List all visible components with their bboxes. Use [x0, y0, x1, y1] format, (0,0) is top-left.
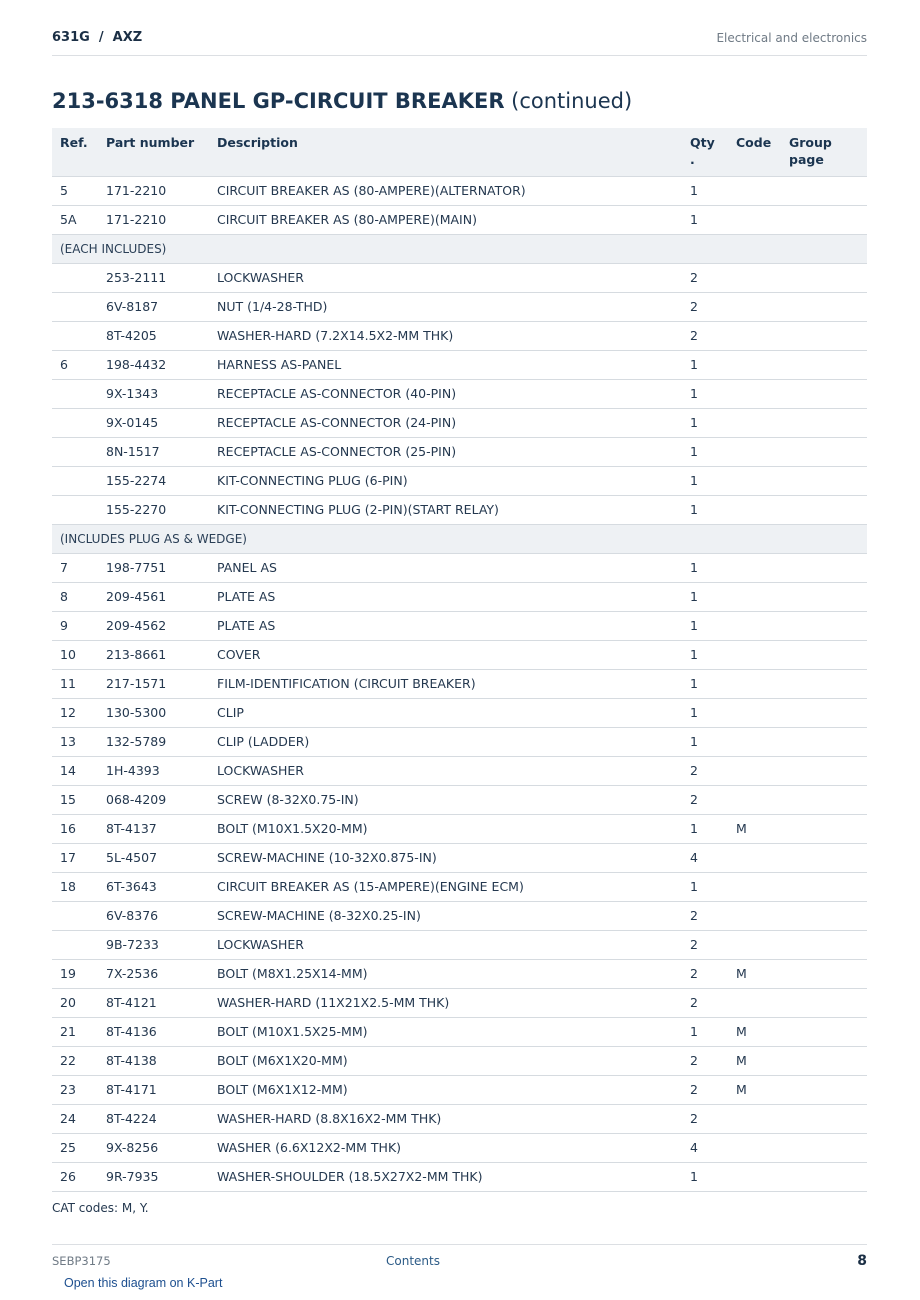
description-cell: RECEPTACLE AS-CONNECTOR (40-PIN) — [209, 379, 682, 408]
qty-cell: 4 — [682, 1133, 728, 1162]
qty-cell: 2 — [682, 1046, 728, 1075]
code-cell — [728, 669, 781, 698]
group-page-cell — [781, 727, 867, 756]
qty-cell: 2 — [682, 321, 728, 350]
description-cell: FILM-IDENTIFICATION (CIRCUIT BREAKER) — [209, 669, 682, 698]
qty-cell: 1 — [682, 553, 728, 582]
ref-cell: 22 — [52, 1046, 98, 1075]
group-page-cell — [781, 205, 867, 234]
page-header — [52, 28, 867, 56]
qty-cell: 1 — [682, 669, 728, 698]
part-number-cell: 217-1571 — [98, 669, 209, 698]
group-page-cell — [781, 466, 867, 495]
group-page-cell — [781, 843, 867, 872]
code-cell — [728, 408, 781, 437]
open-kpart-link[interactable]: Open this diagram on K-Part — [64, 1276, 223, 1290]
table-row — [52, 756, 867, 785]
group-page-cell — [781, 321, 867, 350]
section-label: Electrical and electronics — [716, 31, 867, 45]
code-cell — [728, 553, 781, 582]
ref-cell: 19 — [52, 959, 98, 988]
ref-cell: 26 — [52, 1162, 98, 1191]
ref-cell: 5A — [52, 205, 98, 234]
description-cell: SCREW-MACHINE (10-32X0.875-IN) — [209, 843, 682, 872]
table-row — [52, 901, 867, 930]
ref-cell: 13 — [52, 727, 98, 756]
ref-cell — [52, 495, 98, 524]
group-page-cell — [781, 756, 867, 785]
description-cell: WASHER (6.6X12X2-MM THK) — [209, 1133, 682, 1162]
group-page-cell — [781, 263, 867, 292]
part-number-cell: 8T-4121 — [98, 988, 209, 1017]
code-cell — [728, 1162, 781, 1191]
table-row — [52, 1017, 867, 1046]
model-label: 631G / AXZ — [52, 30, 143, 45]
part-number-cell: 8T-4224 — [98, 1104, 209, 1133]
group-page-cell — [781, 930, 867, 959]
code-cell — [728, 495, 781, 524]
description-cell: LOCKWASHER — [209, 263, 682, 292]
part-number-cell: 9X-0145 — [98, 408, 209, 437]
code-cell — [728, 205, 781, 234]
part-number-cell: 209-4562 — [98, 611, 209, 640]
description-cell: BOLT (M6X1X12-MM) — [209, 1075, 682, 1104]
table-row — [52, 669, 867, 698]
ref-cell: 14 — [52, 756, 98, 785]
ref-cell: 6 — [52, 350, 98, 379]
description-cell: WASHER-HARD (11X21X2.5-MM THK) — [209, 988, 682, 1017]
qty-cell: 1 — [682, 408, 728, 437]
ref-cell: 11 — [52, 669, 98, 698]
qty-cell: 1 — [682, 611, 728, 640]
group-page-cell — [781, 669, 867, 698]
description-cell: WASHER-HARD (8.8X16X2-MM THK) — [209, 1104, 682, 1133]
page-footer — [52, 1244, 867, 1274]
page-title — [52, 89, 632, 113]
group-page-cell — [781, 872, 867, 901]
ref-cell: 8 — [52, 582, 98, 611]
qty-cell: 2 — [682, 756, 728, 785]
code-cell: M — [728, 1017, 781, 1046]
code-cell — [728, 292, 781, 321]
code-cell — [728, 582, 781, 611]
qty-cell: 2 — [682, 263, 728, 292]
table-row — [52, 495, 867, 524]
table-note-row — [52, 234, 867, 263]
ref-cell: 25 — [52, 1133, 98, 1162]
code-cell: M — [728, 959, 781, 988]
description-cell: RECEPTACLE AS-CONNECTOR (25-PIN) — [209, 437, 682, 466]
group-page-cell — [781, 1017, 867, 1046]
description-cell: CIRCUIT BREAKER AS (15-AMPERE)(ENGINE ECM) — [209, 872, 682, 901]
table-row — [52, 466, 867, 495]
part-number-cell: 9R-7935 — [98, 1162, 209, 1191]
table-row — [52, 321, 867, 350]
ref-cell: 20 — [52, 988, 98, 1017]
group-page-cell — [781, 379, 867, 408]
group-page-cell — [781, 1075, 867, 1104]
contents-link[interactable]: Contents — [386, 1254, 440, 1268]
qty-cell: 1 — [682, 1017, 728, 1046]
col-header-description: Description — [209, 128, 682, 176]
description-cell: BOLT (M6X1X20-MM) — [209, 1046, 682, 1075]
code-cell — [728, 988, 781, 1017]
qty-cell: 1 — [682, 379, 728, 408]
table-row — [52, 930, 867, 959]
code-cell — [728, 785, 781, 814]
description-cell: WASHER-HARD (7.2X14.5X2-MM THK) — [209, 321, 682, 350]
table-row — [52, 1133, 867, 1162]
description-cell: PANEL AS — [209, 553, 682, 582]
part-number-cell: 155-2270 — [98, 495, 209, 524]
ref-cell: 10 — [52, 640, 98, 669]
group-page-cell — [781, 176, 867, 205]
qty-cell: 1 — [682, 495, 728, 524]
qty-cell: 1 — [682, 727, 728, 756]
table-row — [52, 437, 867, 466]
page-title-suffix: (continued) — [504, 89, 633, 113]
code-cell — [728, 466, 781, 495]
part-number-cell: 8T-4138 — [98, 1046, 209, 1075]
group-page-cell — [781, 1133, 867, 1162]
code-cell — [728, 263, 781, 292]
code-cell — [728, 843, 781, 872]
table-row — [52, 843, 867, 872]
code-cell — [728, 379, 781, 408]
qty-cell: 2 — [682, 292, 728, 321]
group-page-cell — [781, 785, 867, 814]
description-cell: LOCKWASHER — [209, 930, 682, 959]
note-text: (INCLUDES PLUG AS & WEDGE) — [52, 524, 867, 553]
table-row — [52, 263, 867, 292]
qty-cell: 1 — [682, 698, 728, 727]
group-page-cell — [781, 640, 867, 669]
code-cell — [728, 437, 781, 466]
qty-cell: 1 — [682, 640, 728, 669]
qty-cell: 2 — [682, 988, 728, 1017]
part-number-cell: 6V-8187 — [98, 292, 209, 321]
table-row — [52, 1075, 867, 1104]
code-cell: M — [728, 1075, 781, 1104]
ref-cell — [52, 901, 98, 930]
table-row — [52, 350, 867, 379]
description-cell: PLATE AS — [209, 582, 682, 611]
ref-cell — [52, 379, 98, 408]
qty-cell: 1 — [682, 350, 728, 379]
table-row — [52, 582, 867, 611]
code-cell — [728, 930, 781, 959]
code-cell — [728, 872, 781, 901]
code-cell — [728, 727, 781, 756]
part-number-cell: 171-2210 — [98, 176, 209, 205]
qty-cell: 1 — [682, 1162, 728, 1191]
table-row — [52, 727, 867, 756]
description-cell: CLIP — [209, 698, 682, 727]
ref-cell — [52, 930, 98, 959]
group-page-cell — [781, 292, 867, 321]
group-page-cell — [781, 1104, 867, 1133]
qty-cell: 1 — [682, 872, 728, 901]
description-cell: CIRCUIT BREAKER AS (80-AMPERE)(ALTERNATOR) — [209, 176, 682, 205]
description-cell: KIT-CONNECTING PLUG (2-PIN)(START RELAY) — [209, 495, 682, 524]
group-page-cell — [781, 553, 867, 582]
qty-cell: 1 — [682, 437, 728, 466]
group-page-cell — [781, 1046, 867, 1075]
ref-cell: 18 — [52, 872, 98, 901]
part-number-cell: 155-2274 — [98, 466, 209, 495]
part-number-cell: 209-4561 — [98, 582, 209, 611]
table-row — [52, 698, 867, 727]
qty-cell: 2 — [682, 959, 728, 988]
qty-cell: 2 — [682, 785, 728, 814]
table-row — [52, 988, 867, 1017]
table-row — [52, 640, 867, 669]
part-number-cell: 171-2210 — [98, 205, 209, 234]
qty-cell: 2 — [682, 930, 728, 959]
ref-cell: 15 — [52, 785, 98, 814]
table-row — [52, 408, 867, 437]
table-row — [52, 611, 867, 640]
part-number-cell: 9X-8256 — [98, 1133, 209, 1162]
description-cell: RECEPTACLE AS-CONNECTOR (24-PIN) — [209, 408, 682, 437]
parts-table — [52, 128, 867, 1192]
ref-cell: 9 — [52, 611, 98, 640]
qty-cell: 1 — [682, 466, 728, 495]
ref-cell — [52, 292, 98, 321]
qty-cell: 4 — [682, 843, 728, 872]
ref-cell: 24 — [52, 1104, 98, 1133]
part-number-cell: 8T-4137 — [98, 814, 209, 843]
code-cell — [728, 1104, 781, 1133]
description-cell: PLATE AS — [209, 611, 682, 640]
ref-cell: 23 — [52, 1075, 98, 1104]
code-cell — [728, 756, 781, 785]
part-number-cell: 6V-8376 — [98, 901, 209, 930]
code-cell — [728, 1133, 781, 1162]
qty-cell: 2 — [682, 1104, 728, 1133]
table-row — [52, 292, 867, 321]
group-page-cell — [781, 698, 867, 727]
group-page-cell — [781, 437, 867, 466]
qty-cell: 2 — [682, 901, 728, 930]
description-cell: LOCKWASHER — [209, 756, 682, 785]
qty-cell: 1 — [682, 582, 728, 611]
cat-codes-note: CAT codes: M, Y. — [52, 1201, 149, 1215]
description-cell: CLIP (LADDER) — [209, 727, 682, 756]
part-number-cell: 7X-2536 — [98, 959, 209, 988]
ref-cell — [52, 321, 98, 350]
table-row — [52, 814, 867, 843]
ref-cell — [52, 437, 98, 466]
part-number-cell: 132-5789 — [98, 727, 209, 756]
group-page-cell — [781, 959, 867, 988]
group-page-cell — [781, 1162, 867, 1191]
description-cell: BOLT (M8X1.25X14-MM) — [209, 959, 682, 988]
col-header-group-page: Group page — [781, 128, 867, 176]
col-header-qty: Qty . — [682, 128, 728, 176]
description-cell: NUT (1/4-28-THD) — [209, 292, 682, 321]
description-cell: KIT-CONNECTING PLUG (6-PIN) — [209, 466, 682, 495]
part-number-cell: 5L-4507 — [98, 843, 209, 872]
part-number-cell: 198-4432 — [98, 350, 209, 379]
description-cell: SCREW (8-32X0.75-IN) — [209, 785, 682, 814]
table-row — [52, 785, 867, 814]
group-page-cell — [781, 988, 867, 1017]
parts-table-body — [52, 176, 867, 1191]
code-cell — [728, 698, 781, 727]
code-cell — [728, 611, 781, 640]
part-number-cell: 8T-4171 — [98, 1075, 209, 1104]
page-title-main: 213-6318 PANEL GP-CIRCUIT BREAKER — [52, 89, 505, 113]
code-cell: M — [728, 1046, 781, 1075]
table-row — [52, 176, 867, 205]
ref-cell: 7 — [52, 553, 98, 582]
group-page-cell — [781, 495, 867, 524]
part-number-cell: 8T-4136 — [98, 1017, 209, 1046]
page-number: 8 — [857, 1253, 867, 1269]
part-number-cell: 253-2111 — [98, 263, 209, 292]
qty-cell: 1 — [682, 205, 728, 234]
code-cell — [728, 321, 781, 350]
col-header-code: Code — [728, 128, 781, 176]
table-row — [52, 959, 867, 988]
table-row — [52, 553, 867, 582]
description-cell: WASHER-SHOULDER (18.5X27X2-MM THK) — [209, 1162, 682, 1191]
ref-cell — [52, 408, 98, 437]
qty-cell: 1 — [682, 814, 728, 843]
part-number-cell: 9B-7233 — [98, 930, 209, 959]
ref-cell — [52, 263, 98, 292]
ref-cell — [52, 466, 98, 495]
note-text: (EACH INCLUDES) — [52, 234, 867, 263]
description-cell: HARNESS AS-PANEL — [209, 350, 682, 379]
group-page-cell — [781, 814, 867, 843]
part-number-cell: 8T-4205 — [98, 321, 209, 350]
group-page-cell — [781, 901, 867, 930]
table-row — [52, 1104, 867, 1133]
document-id: SEBP3175 — [52, 1254, 111, 1268]
code-cell — [728, 901, 781, 930]
table-row — [52, 379, 867, 408]
description-cell: SCREW-MACHINE (8-32X0.25-IN) — [209, 901, 682, 930]
part-number-cell: 068-4209 — [98, 785, 209, 814]
code-cell — [728, 176, 781, 205]
description-cell: BOLT (M10X1.5X20-MM) — [209, 814, 682, 843]
part-number-cell: 130-5300 — [98, 698, 209, 727]
ref-cell: 12 — [52, 698, 98, 727]
table-row — [52, 1046, 867, 1075]
part-number-cell: 8N-1517 — [98, 437, 209, 466]
table-header-row — [52, 128, 867, 176]
qty-cell: 1 — [682, 176, 728, 205]
part-number-cell: 198-7751 — [98, 553, 209, 582]
part-number-cell: 213-8661 — [98, 640, 209, 669]
ref-cell: 5 — [52, 176, 98, 205]
group-page-cell — [781, 350, 867, 379]
part-number-cell: 9X-1343 — [98, 379, 209, 408]
table-row — [52, 872, 867, 901]
table-row — [52, 205, 867, 234]
group-page-cell — [781, 582, 867, 611]
group-page-cell — [781, 611, 867, 640]
code-cell — [728, 640, 781, 669]
ref-cell: 16 — [52, 814, 98, 843]
description-cell: COVER — [209, 640, 682, 669]
code-cell — [728, 350, 781, 379]
col-header-ref: Ref. — [52, 128, 98, 176]
group-page-cell — [781, 408, 867, 437]
description-cell: BOLT (M10X1.5X25-MM) — [209, 1017, 682, 1046]
part-number-cell: 6T-3643 — [98, 872, 209, 901]
part-number-cell: 1H-4393 — [98, 756, 209, 785]
code-cell: M — [728, 814, 781, 843]
qty-cell: 2 — [682, 1075, 728, 1104]
table-note-row — [52, 524, 867, 553]
ref-cell: 21 — [52, 1017, 98, 1046]
table-row — [52, 1162, 867, 1191]
description-cell: CIRCUIT BREAKER AS (80-AMPERE)(MAIN) — [209, 205, 682, 234]
col-header-part-number: Part number — [98, 128, 209, 176]
ref-cell: 17 — [52, 843, 98, 872]
